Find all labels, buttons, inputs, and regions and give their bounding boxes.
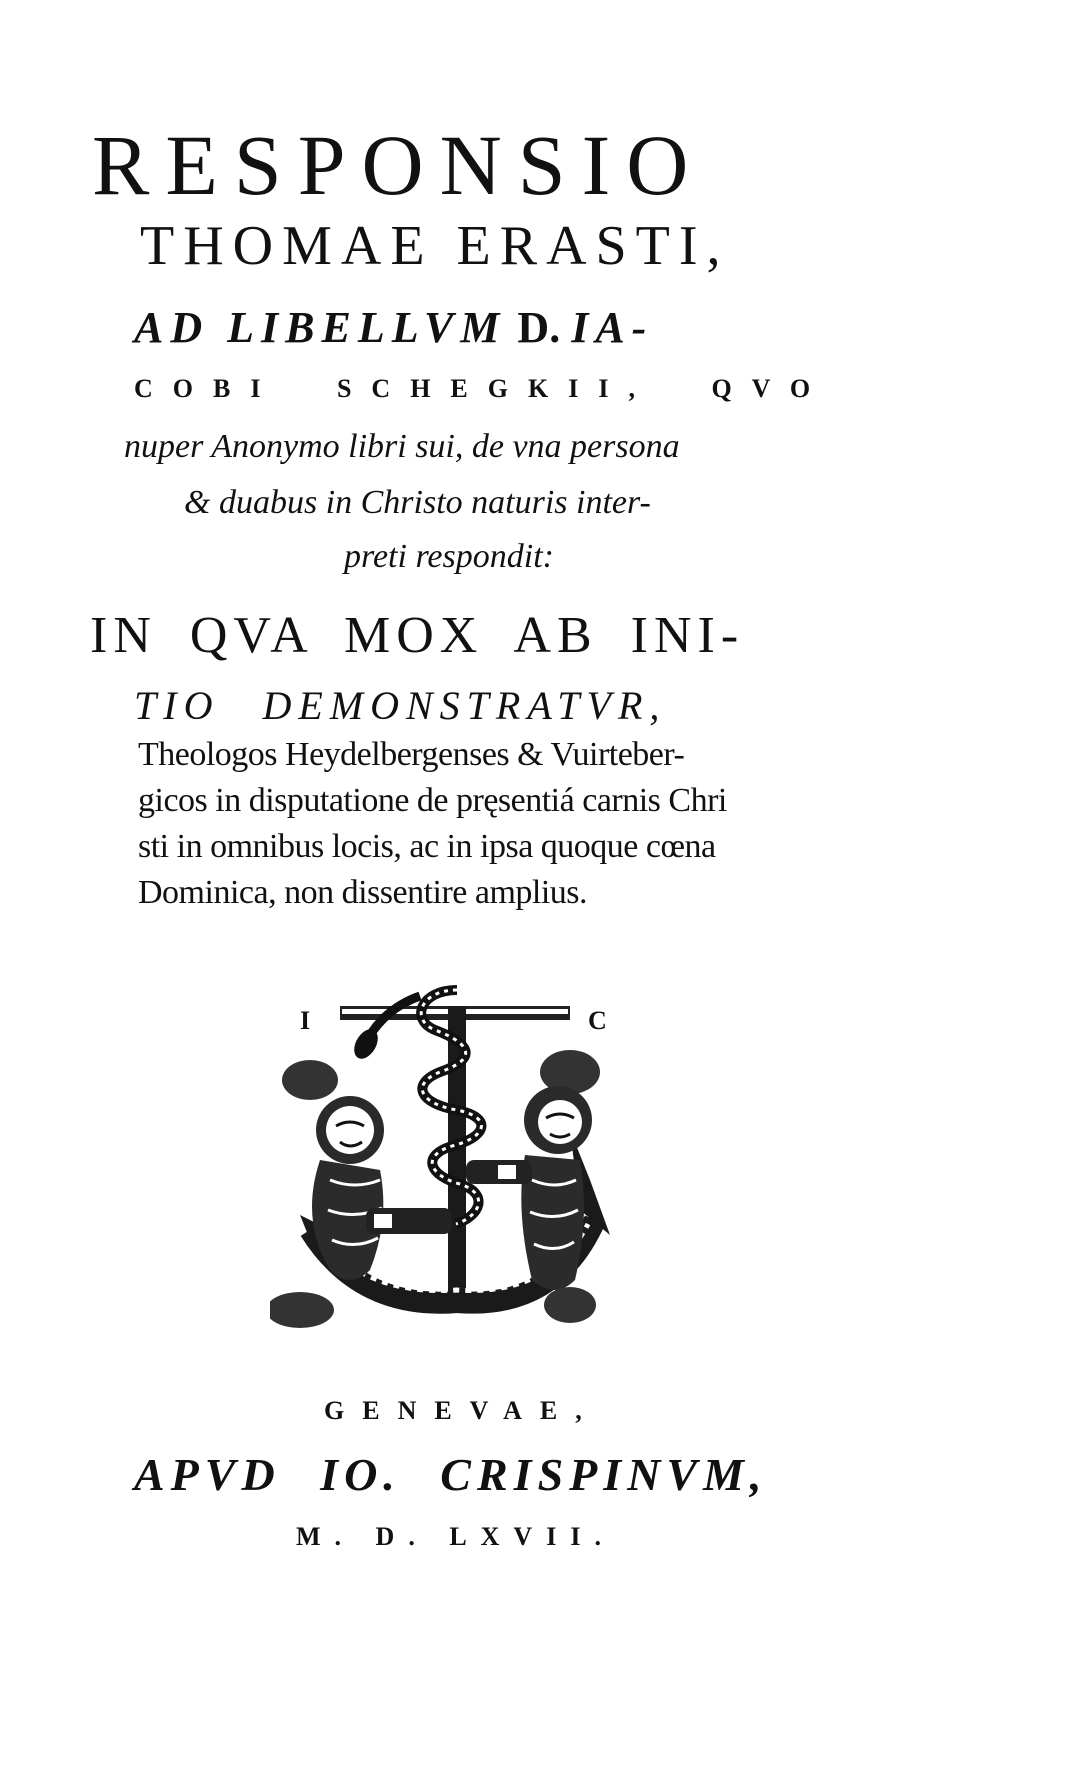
title-line-6: & duabus in Christo naturis inter- [184,484,651,521]
title-line-3 [134,303,654,352]
title-line-5: nuper Anonymo libri sui, de vna persona [124,428,680,465]
title-line-3-italic-end: IA- [571,303,654,352]
imprint-place: GENEVAE, [324,1396,600,1425]
subtitle-line-6: Dominica, non dissentire amplius. [138,874,588,911]
left-figure-feet [270,1292,334,1328]
subtitle-line-2: TIO DEMONSTRATVR, [134,683,667,728]
right-figure-feet [544,1287,596,1323]
imprint-printer: APVD IO. CRISPINVM, [134,1449,768,1500]
subtitle-line-4: gicos in disputatione de pręsentiá carnis Chri [138,782,727,819]
subtitle-line-5: sti in omnibus locis, ac in ipsa quoque cœna [138,828,716,865]
right-figure-cuff [498,1165,516,1179]
title-line-3-italic: AD LIBELLVM [134,303,507,352]
anchor-serpent-printer-mark-icon [270,980,650,1350]
title-line-4: COBI SCHEGKII, QVO [134,374,831,403]
printer-mark-right-letter: C [588,1006,607,1035]
imprint-year: M. D. LXVII. [296,1522,615,1551]
left-figure-flame [282,1060,338,1100]
title-author: THOMAE ERASTI, [140,215,730,277]
title-responsio: RESPONSIO [92,117,705,213]
subtitle-line-3: Theologos Heydelbergenses & Vuirteber- [138,736,685,773]
title-line-3-roman: D. [517,303,561,352]
left-figure-cuff [374,1214,392,1228]
printer-mark-left-letter: I [300,1006,311,1035]
title-line-7: preti respondit: [344,538,554,575]
subtitle-line-1: IN QVA MOX AB INI- [90,607,745,664]
